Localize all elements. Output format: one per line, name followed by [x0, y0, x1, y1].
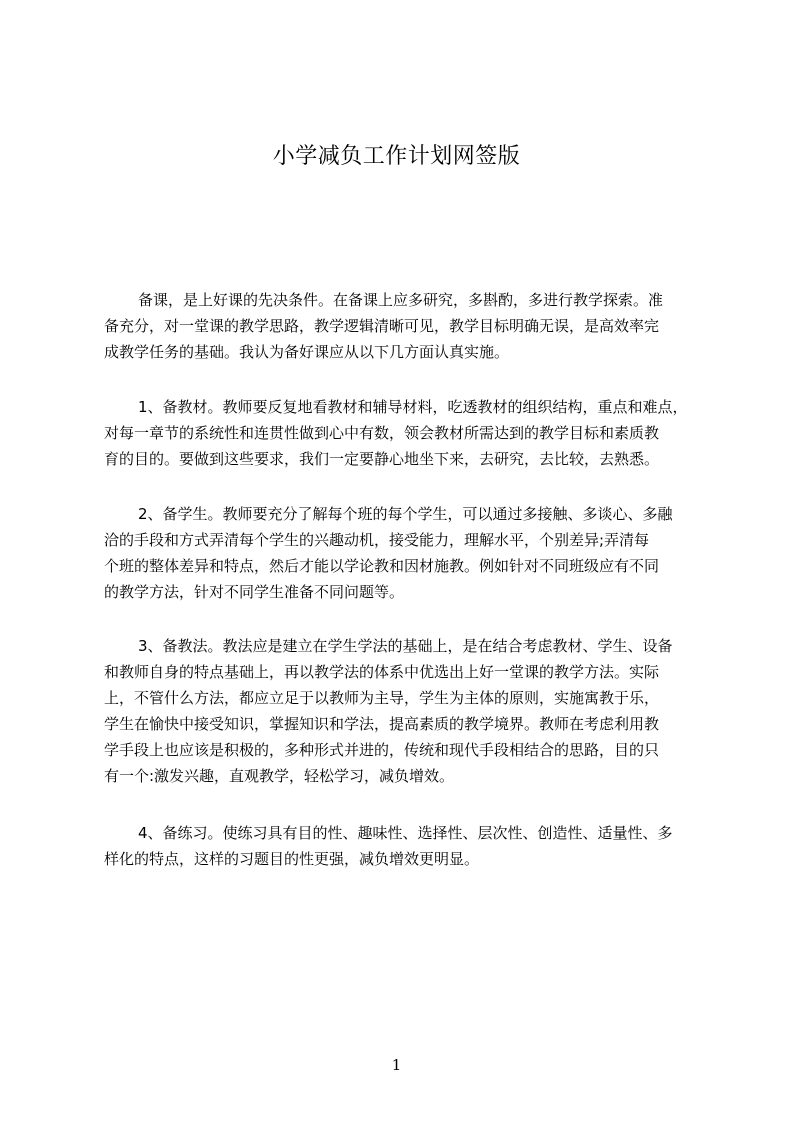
paragraph-line: 学生在愉快中接受知识，掌握知识和学法，提高素质的教学境界。教师在考虑利用教: [104, 715, 660, 733]
paragraph-textbook: [104, 394, 716, 472]
paragraph-line: 成教学任务的基础。我认为备好课应从以下几方面认真实施。: [104, 343, 510, 361]
paragraph-exercises: [104, 820, 716, 872]
paragraph-line: 4、备练习。使练习具有目的性、趣味性、选择性、层次性、创造性、适量性、多: [138, 824, 673, 842]
paragraph-line: 2、备学生。教师要充分了解每个班的每个学生，可以通过多接触、多谈心、多融: [138, 505, 673, 523]
paragraph-intro: [104, 287, 716, 365]
paragraph-line: 育的目的。要做到这些要求，我们一定要静心地坐下来，去研究，去比较，去熟悉。: [104, 450, 660, 468]
paragraph-line: 个班的整体差异和特点，然后才能以学论教和因材施教。例如针对不同班级应有不同: [104, 557, 660, 575]
paragraph-line: 有一个:激发兴趣，直观教学，轻松学习，减负增效。: [104, 767, 455, 785]
paragraph-line: 3、备教法。教法应是建立在学生学法的基础上，是在结合考虑教材、学生、设备: [138, 637, 673, 655]
paragraph-line: 洽的手段和方式弄清每个学生的兴趣动机，接受能力，理解水平，个别差异;弄清每: [104, 531, 650, 549]
paragraph-line: 备课，是上好课的先决条件。在备课上应多研究，多斟酌，多进行教学探索。准: [138, 291, 664, 309]
paragraph-students: [104, 501, 716, 605]
paragraph-line: 的教学方法，针对不同学生准备不同问题等。: [104, 583, 405, 601]
paragraph-line: 学手段上也应该是积极的，多种形式并进的，传统和现代手段相结合的思路，目的只: [104, 741, 660, 759]
paragraph-methods: [104, 633, 716, 789]
paragraph-line: 和教师自身的特点基础上，再以教学法的体系中优选出上好一堂课的教学方法。实际: [104, 663, 660, 681]
paragraph-line: 备充分，对一堂课的教学思路，教学逻辑清晰可见，教学目标明确无误，是高效率完: [104, 317, 660, 335]
paragraph-line: 对每一章节的系统性和连贯性做到心中有数，领会教材所需达到的教学目标和素质教: [104, 424, 660, 442]
paragraph-line: 样化的特点，这样的习题目的性更强，减负增效更明显。: [104, 850, 480, 868]
page-number: 1: [391, 1056, 402, 1074]
paragraph-line: 1、备教材。教师要反复地看教材和辅导材料，吃透教材的组织结构，重点和难点，: [138, 398, 688, 416]
document-title: 小学减负工作计划网签版: [272, 144, 521, 169]
paragraph-line: 上，不管什么方法，都应立足于以教师为主导，学生为主体的原则，实施寓教于乐，: [104, 689, 660, 707]
